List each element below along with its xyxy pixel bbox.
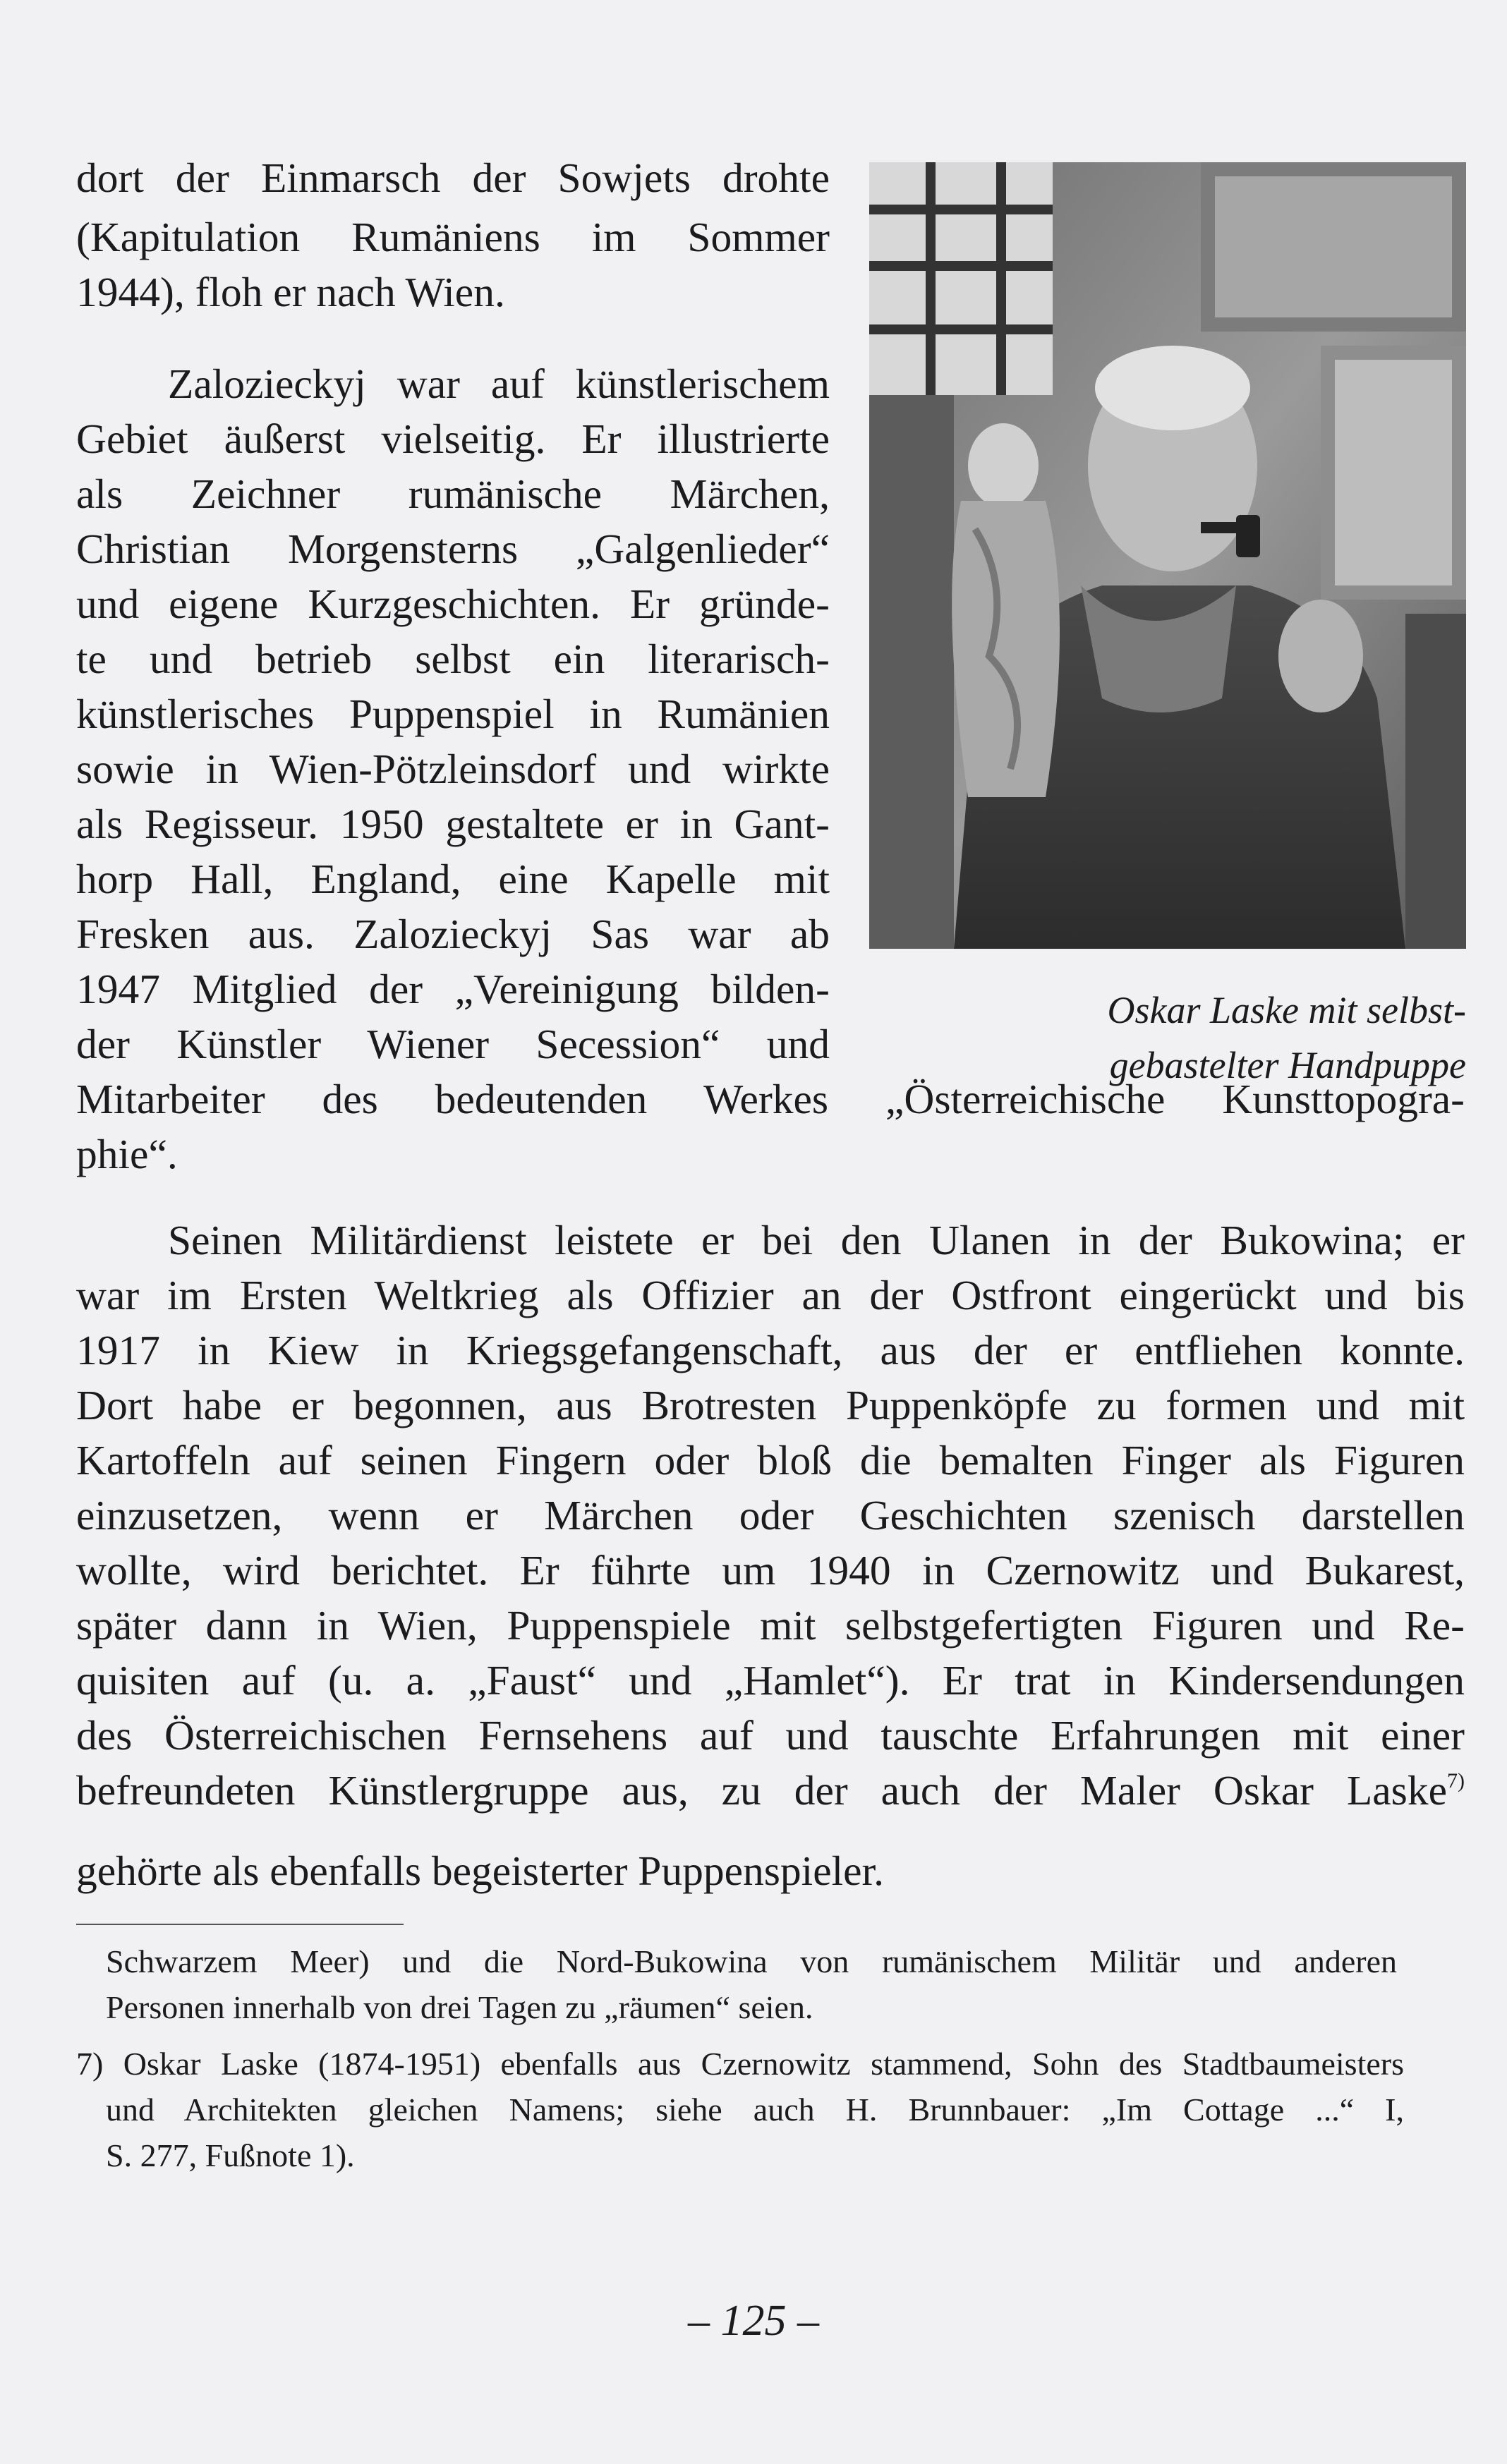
footnote-line: Personen innerhalb von drei Tagen zu „räumen“ seien. (106, 1989, 813, 2025)
body-line: te und betrieb selbst ein literarisch- (76, 636, 830, 682)
footnote-reference: 7) (1447, 1769, 1465, 1792)
body-line: Mitarbeiter des bedeutenden Werkes „Österreichische Kunsttopogra- (76, 1076, 1465, 1122)
footnote-7-line: und Architekten gleichen Namens; siehe auch H. Brunnbauer: „Im Cottage ...“ I, (106, 2092, 1404, 2128)
body-line: Seinen Militärdienst leistete er bei den Ulanen in der Bukowina; er (168, 1217, 1465, 1263)
body-line: dort der Einmarsch der Sowjets drohte (76, 154, 830, 201)
body-line: Kartoffeln auf seinen Fingern oder bloß die bemalten Finger als Figuren (76, 1437, 1465, 1483)
body-line: 1944), floh er nach Wien. (76, 269, 505, 315)
body-line: Dort habe er begonnen, aus Brotresten Puppenköpfe zu formen und mit (76, 1382, 1465, 1428)
body-line: künstlerisches Puppenspiel in Rumänien (76, 691, 830, 737)
body-line-with-ref (76, 1765, 1465, 1816)
page-number: – 125 – (688, 2297, 819, 2345)
footnote-divider (76, 1924, 404, 1925)
body-line: quisiten auf (u. a. „Faust“ und „Hamlet“). Er trat in Kindersendungen (76, 1657, 1465, 1704)
body-line: Christian Morgensterns „Galgenlieder“ (76, 526, 830, 572)
body-line: des Österreichischen Fernsehens auf und tauschte Erfahrungen mit einer (76, 1712, 1465, 1759)
footnote-7-line: 7) Oskar Laske (1874-1951) ebenfalls aus Czernowitz stammend, Sohn des Stadtbaumeisters (76, 2046, 1404, 2082)
body-line: gehörte als ebenfalls begeisterter Puppenspieler. (76, 1847, 884, 1894)
body-line: 1917 in Kiew in Kriegsgefangenschaft, aus der er entfliehen konnte. (76, 1327, 1465, 1373)
body-line: später dann in Wien, Puppenspiele mit selbstgefertigten Figuren und Re- (76, 1602, 1465, 1649)
body-line: sowie in Wien-Pötzleinsdorf und wirkte (76, 746, 830, 792)
body-line: als Zeichner rumänische Märchen, (76, 471, 830, 517)
portrait-photo (869, 162, 1466, 949)
body-line: wollte, wird berichtet. Er führte um 1940 in Czernowitz und Bukarest, (76, 1547, 1465, 1594)
body-line: Fresken aus. Zalozieckyj Sas war ab (76, 911, 830, 957)
body-line: Zalozieckyj war auf künstlerischem (168, 360, 830, 407)
footnote-7-line: S. 277, Fußnote 1). (106, 2137, 355, 2173)
photo-caption-line: Oskar Laske mit selbst- (1107, 989, 1466, 1031)
body-line: horp Hall, England, eine Kapelle mit (76, 856, 830, 902)
body-line: phie“. (76, 1131, 178, 1177)
body-line-text: befreundeten Künstlergruppe aus, zu der auch der Maler Oskar Laske (76, 1767, 1447, 1814)
body-line: als Regisseur. 1950 gestaltete er in Gant- (76, 801, 830, 847)
body-line: Gebiet äußerst vielseitig. Er illustrierte (76, 415, 830, 462)
photo-illustration (869, 162, 1466, 949)
body-line: der Künstler Wiener Secession“ und (76, 1021, 830, 1067)
body-line: 1947 Mitglied der „Vereinigung bilden- (76, 966, 830, 1012)
body-line: war im Ersten Weltkrieg als Offizier an der Ostfront eingerückt und bis (76, 1272, 1465, 1318)
footnote-line: Schwarzem Meer) und die Nord-Bukowina von rumänischem Militär und anderen (106, 1943, 1397, 1979)
body-line: einzusetzen, wenn er Märchen oder Geschichten szenisch darstellen (76, 1492, 1465, 1539)
photo-caption-line: gebastelter Handpuppe (1109, 1044, 1466, 1086)
body-line: (Kapitulation Rumäniens im Sommer (76, 214, 830, 260)
body-line: und eigene Kurzgeschichten. Er gründe- (76, 581, 830, 627)
